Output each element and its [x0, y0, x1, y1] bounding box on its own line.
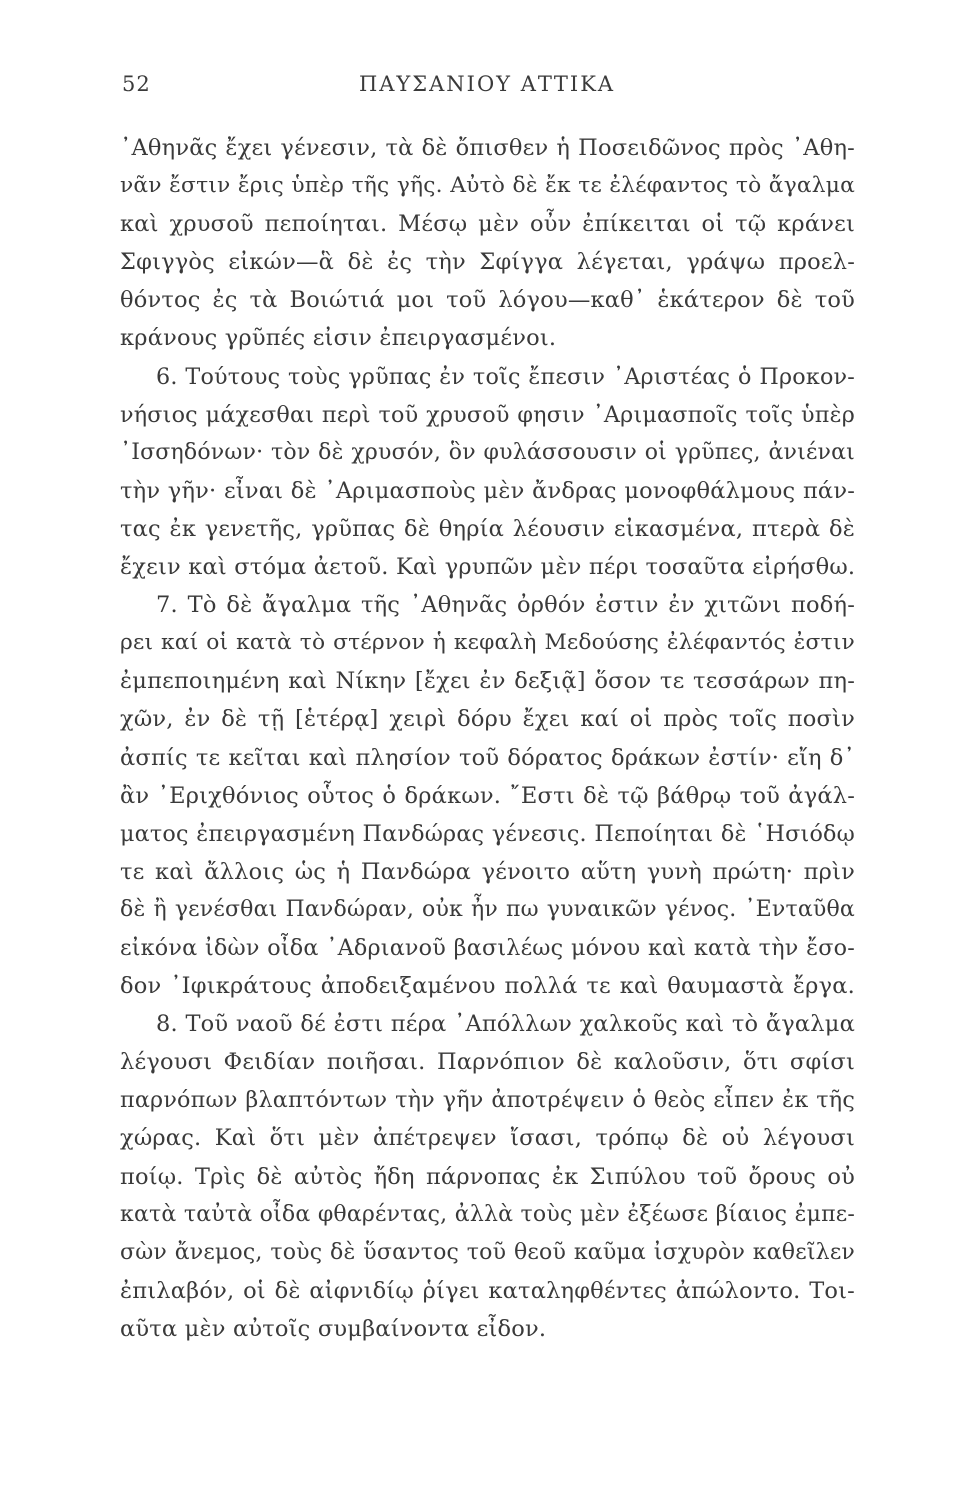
text-line: εἰκόνα ἰδὼν οἶδα ᾿Αδριανοῦ βασιλέως μόνου καὶ κατὰ τὴν ἔσο-: [120, 934, 855, 961]
text-line: Σφιγγὸς εἰκών—ἃ δὲ ἐς τὴν Σφίγγα λέγεται, γράψω προελ-: [120, 249, 855, 276]
text-line: ἔχειν καὶ στόμα ἀετοῦ. Καὶ γρυπῶν μὲν πέρι τοσαῦτα εἰρήσθω.: [120, 554, 856, 581]
section-6-start: 6. Τούτους τοὺς γρῦπας ἐν τοῖς ἔπεσιν ᾿Αριστέας ὁ Προκον-: [156, 363, 855, 390]
body-text: [120, 129, 855, 1348]
text-line: ᾿Ισσηδόνων· τὸν δὲ χρυσόν, ὃν φυλάσσουσιν οἱ γρῦπες, ἀνιέναι: [120, 439, 855, 465]
section-8-start: 8. Τοῦ ναοῦ δέ ἐστι πέρα ᾿Απόλλων χαλκοῦς καὶ τὸ ἄγαλμα: [156, 1011, 855, 1038]
text-line: κατὰ ταὐτὰ οἶδα φθαρέντας, ἀλλὰ τοὺς μὲν ἐξέωσε βίαιος ἐμπε-: [120, 1201, 855, 1227]
text-line: ἂν ᾿Εριχθόνιος οὗτος ὁ δράκων. ῎Εστι δὲ τῷ βάθρῳ τοῦ ἀγάλ-: [120, 782, 855, 809]
text-line: ἐμπεποιημένη καὶ Νίκην [ἔχει ἐν δεξιᾷ] ὅσον τε τεσσάρων πη-: [120, 668, 855, 695]
text-line: χώρας. Καὶ ὅτι μὲν ἀπέτρεψεν ἴσασι, τρόπῳ δὲ οὐ λέγουσι: [120, 1125, 855, 1152]
text-line: σὼν ἄνεμος, τοὺς δὲ ὕσαντος τοῦ θεοῦ καῦμα ἰσχυρὸν καθεῖλεν: [120, 1239, 855, 1265]
text-line: νᾶν ἔστιν ἔρις ὑπὲρ τῆς γῆς. Αὐτὸ δὲ ἔκ τε ἐλέφαντος τὸ ἄγαλμα: [120, 173, 855, 199]
text-line: τὴν γῆν· εἶναι δὲ ᾿Αριμασποὺς μὲν ἄνδρας μονοφθάλμους πάν-: [120, 477, 855, 504]
text-line: ἀσπίς τε κεῖται καὶ πλησίον τοῦ δόρατος δράκων ἐστίν· εἴη δ᾿: [120, 744, 855, 771]
text-line: χῶν, ἐν δὲ τῇ [ἑτέρᾳ] χειρὶ δόρυ ἔχει καί οἱ πρὸς τοῖς ποσὶν: [120, 706, 855, 733]
text-line: ἐπιλαβόν, οἱ δὲ αἰφνιδίῳ ῥίγει καταληφθέντες ἀπώλοντο. Τοι-: [120, 1277, 855, 1304]
text-line: καὶ χρυσοῦ πεποίηται. Μέσῳ μὲν οὖν ἐπίκειται οἱ τῷ κράνει: [120, 211, 855, 238]
text-line: ποίῳ. Τρὶς δὲ αὐτὸς ἤδη πάρνοπας ἐκ Σιπύλου τοῦ ὄρους οὐ: [120, 1163, 855, 1190]
text-line: τε καὶ ἄλλοις ὡς ἡ Πανδώρα γένοιτο αὕτη γυνὴ πρώτη· πρὶν: [120, 858, 855, 885]
running-head: [122, 72, 852, 106]
text-line: παρνόπων βλαπτόντων τὴν γῆν ἀποτρέψειν ὁ θεὸς εἶπεν ἐκ τῆς: [120, 1087, 855, 1114]
text-line: κράνους γρῦπές εἰσιν ἐπειργασμένοι.: [120, 325, 557, 352]
text-line: δὲ ἢ γενέσθαι Πανδώραν, οὐκ ἦν πω γυναικῶν γένος. ᾿Ενταῦθα: [120, 896, 855, 922]
text-line: θόντος ἐς τὰ Βοιώτιά μοι τοῦ λόγου—καθ᾿ ἑκάτερον δὲ τοῦ: [120, 287, 855, 314]
text-line: ρει καί οἱ κατὰ τὸ στέρνον ἡ κεφαλὴ Μεδούσης ἐλέφαντός ἐστιν: [120, 630, 855, 656]
book-title: ΠΑΥΣΑΝΙΟΥ ΑΤΤΙΚΑ: [358, 72, 616, 96]
text-line: ᾿Αθηνᾶς ἔχει γένεσιν, τὰ δὲ ὄπισθεν ἡ Ποσειδῶνος πρὸς ᾿Αθη-: [120, 135, 855, 161]
text-line: λέγουσι Φειδίαν ποιῆσαι. Παρνόπιον δὲ καλοῦσιν, ὅτι σφίσι: [120, 1049, 855, 1076]
page-number: 52: [122, 72, 151, 96]
text-line: αῦτα μὲν αὐτοῖς συμβαίνοντα εἶδον.: [120, 1315, 547, 1342]
text-line: νήσιος μάχεσθαι περὶ τοῦ χρυσοῦ φησιν ᾿Αριμασποῖς τοῖς ὑπὲρ: [120, 401, 855, 428]
text-line: τας ἐκ γενετῆς, γρῦπας δὲ θηρία λέουσιν εἰκασμένα, πτερὰ δὲ: [120, 515, 855, 542]
text-line: ματος ἐπειργασμένη Πανδώρας γένεσις. Πεποίηται δὲ ῾Ησιόδῳ: [120, 820, 855, 847]
section-7-start: 7. Τὸ δὲ ἄγαλμα τῆς ᾿Αθηνᾶς ὀρθόν ἐστιν ἐν χιτῶνι ποδή-: [156, 592, 855, 619]
text-line: δον ᾿Ιφικράτους ἀποδειξαμένου πολλά τε καὶ θαυμαστὰ ἔργα.: [120, 973, 855, 1000]
